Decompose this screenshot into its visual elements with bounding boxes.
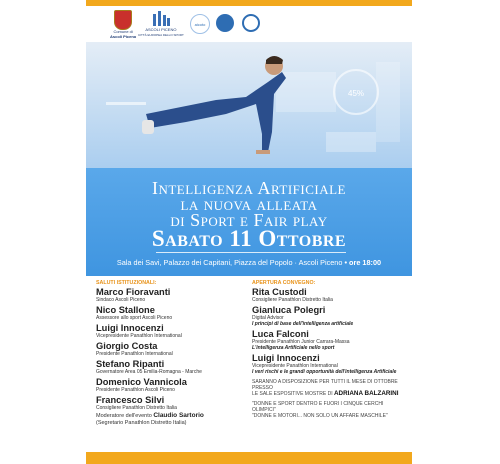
top-orange-stripe (86, 0, 412, 6)
title-line-3: di Sport e Fair play (170, 210, 328, 230)
speaker-role: Governatore Area 05 Emilia-Romagna - Marche (96, 369, 202, 375)
svg-text:45%: 45% (348, 89, 365, 98)
speaker-item (96, 341, 244, 357)
speaker-role: Sindaco Ascoli Piceno (96, 297, 146, 303)
round-logo-3 (242, 14, 260, 32)
speaker-name: Nico Stallone (96, 305, 155, 315)
convention-opening (252, 280, 408, 419)
round-logo-1-label: aicoto (194, 21, 206, 27)
speaker-topic: I principi di base dell'intelligenza artificiale (252, 321, 354, 327)
speaker-item (96, 287, 244, 303)
round-logo-1 (190, 14, 210, 34)
institutional-greetings (96, 280, 244, 426)
speaker-name: Giorgio Costa (96, 341, 158, 351)
exhibit-notice (252, 379, 408, 397)
title-band (86, 168, 412, 276)
speaker-item (252, 287, 408, 303)
speaker-topic: I veri rischi e le grandi opportunità dell'intelligenza Artificiale (252, 369, 397, 375)
speaker-name: Luigi Innocenzi (252, 353, 320, 363)
city-skyline-icon (150, 10, 172, 28)
coat-of-arms-icon (114, 10, 132, 30)
speaker-name: Gianluca Polegri (252, 305, 326, 315)
speaker-item (96, 323, 244, 339)
comune-logo (110, 10, 136, 39)
title-line-2: la nuova alleata (180, 194, 318, 214)
moderator-line (96, 413, 244, 426)
speaker-role: Assessore allo sport Ascoli Piceno (96, 315, 173, 321)
hero-image (86, 42, 412, 172)
ascoli-sport-logo (138, 10, 184, 37)
speaker-item (96, 359, 244, 375)
comune-line2: Ascoli Piceno (110, 33, 137, 39)
speaker-name: Luca Falconi (252, 329, 309, 339)
speaker-name: Francesco Silvi (96, 395, 165, 405)
moderator-role: (Segretario Panathlon Distretto Italia) (96, 419, 187, 426)
program-section (86, 276, 412, 452)
opening-heading: APERTURA CONVEGNO: (252, 280, 316, 286)
exhibition-title-2: "DONNE E MOTORI... NON SOLO UN AFFARE MASCHILE" (252, 413, 388, 419)
speaker-role: Presidente Panathlon Junior Carrara-Massa (252, 339, 350, 345)
event-time: • ore 18:00 (344, 258, 382, 267)
speaker-role: Digital Advisor (252, 315, 284, 321)
speaker-item (252, 305, 408, 327)
logo-bar (86, 8, 412, 42)
venue-text: Sala dei Savi, Palazzo dei Capitani, Piazza del Popolo · Ascoli Piceno (116, 258, 343, 267)
exhibition-title-1: "DONNE E SPORT DENTRO E FUORI I CINQUE CERCHI OLIMPICI" (252, 401, 384, 413)
venue-line (86, 258, 412, 267)
title-divider (156, 252, 346, 253)
speaker-role: Consigliere Panathlon Distretto Italia (96, 405, 177, 411)
speaker-name: Marco Fioravanti (96, 287, 171, 297)
ascoli-sub: CITTÀ EUROPEA DELLO SPORT (138, 32, 184, 37)
exhibit-line-1: SARANNO A DISPOSIZIONE PER TUTTI IL MESE DI OTTOBRE PRESSO (252, 379, 398, 391)
speaker-name: Rita Custodi (252, 287, 307, 297)
speaker-topic: L'intelligenza Artificiale nello sport (252, 345, 335, 351)
athlete-pushup-illustration (86, 42, 412, 172)
comune-line1: Comune di (113, 29, 133, 34)
speaker-name: Domenico Vannicola (96, 377, 187, 387)
speaker-item (252, 329, 408, 351)
speaker-item (96, 395, 244, 411)
exhibit-line-2: LE SALE ESPOSITIVE MOSTRE DI (252, 391, 333, 397)
speaker-role: Presidente Panathlon Ascoli Piceno (96, 387, 175, 393)
event-poster (86, 0, 412, 464)
round-logo-2 (216, 14, 234, 32)
greetings-heading: SALUTI ISTITUZIONALI: (96, 280, 157, 286)
speaker-name: Luigi Innocenzi (96, 323, 164, 333)
moderator-prefix: Moderatore dell'evento (96, 413, 152, 419)
title-line-1: Intelligenza Artificiale (151, 178, 347, 198)
exhibition-titles (252, 401, 408, 419)
speaker-role: Presidente Panathlon International (96, 351, 173, 357)
speaker-name: Stefano Ripanti (96, 359, 165, 369)
speaker-item (96, 305, 244, 321)
speaker-role: Vicepresidente Panathlon International (252, 363, 338, 369)
exhibit-artist: ADRIANA BALZARINI (333, 390, 399, 397)
speaker-role: Vicepresidente Panathlon International (96, 333, 182, 339)
event-date: Sabato 11 Ottobre (151, 226, 347, 251)
speaker-role: Consigliere Panathlon Distretto Italia (252, 297, 333, 303)
moderator-name: Claudio Sartorio (153, 412, 204, 419)
bottom-orange-stripe (86, 452, 412, 464)
ascoli-label: ASCOLI PICENO (145, 27, 177, 32)
speaker-item (96, 377, 244, 393)
speaker-item (252, 353, 408, 375)
